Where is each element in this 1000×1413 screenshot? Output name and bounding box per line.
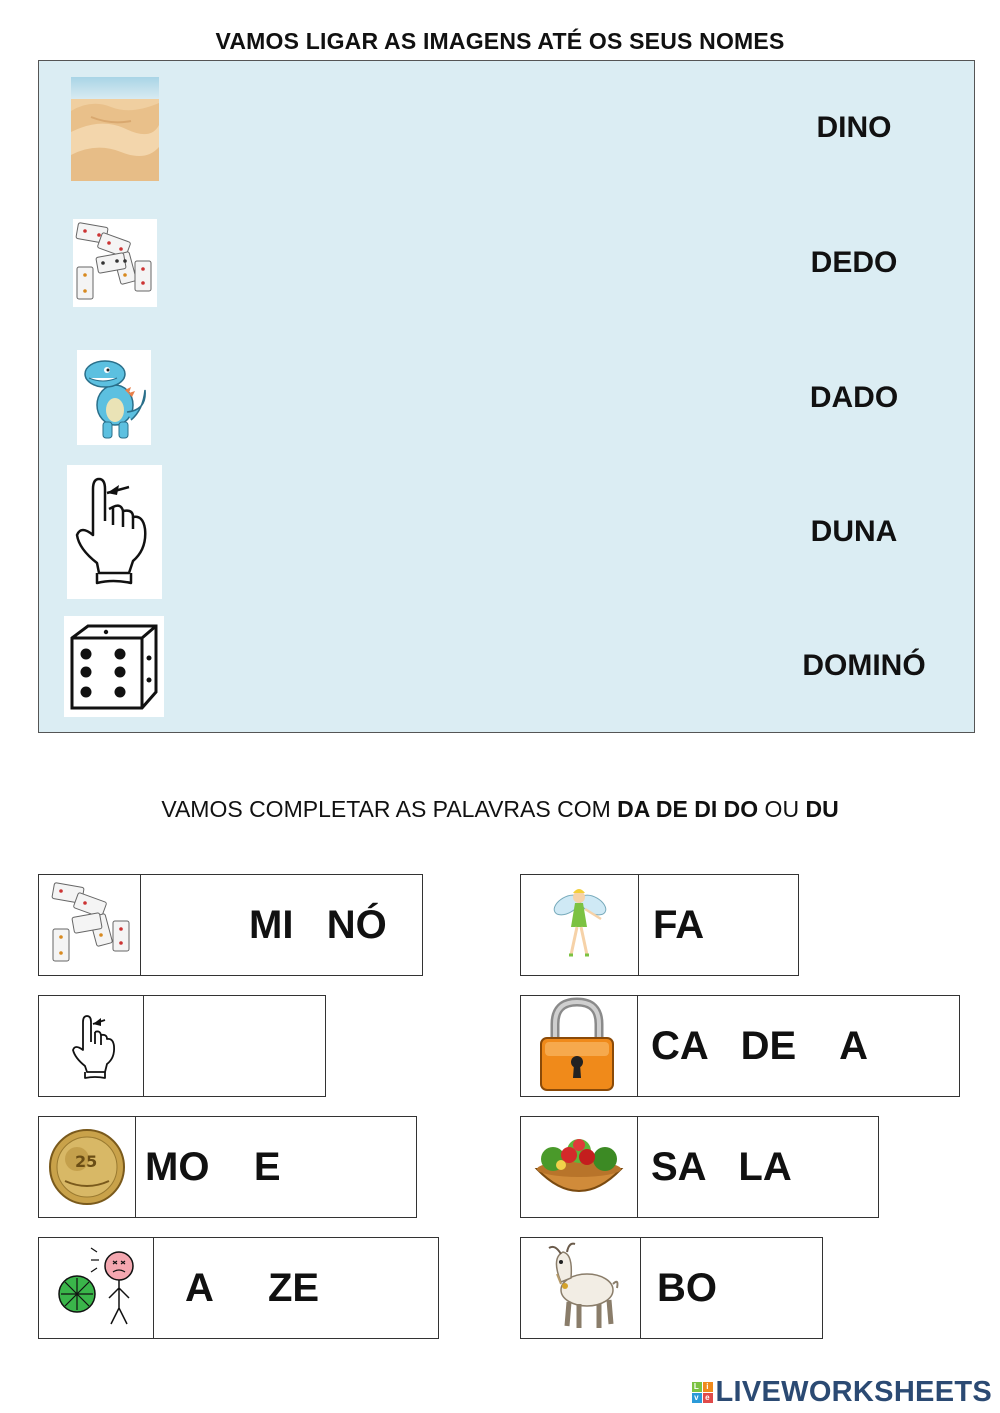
domino-icon <box>39 875 141 975</box>
word-fill-moeda[interactable]: MO E <box>145 1144 281 1189</box>
desert-image[interactable] <box>71 77 159 181</box>
card-padlock <box>520 995 960 1097</box>
card-fairy <box>520 874 799 976</box>
liveworksheets-logo <box>692 1376 993 1409</box>
card-salad <box>520 1116 879 1218</box>
word-fill-cadeado[interactable]: CA DE A <box>651 1023 869 1068</box>
logo-text: LIVEWORKSHEETS <box>715 1376 992 1408</box>
dice-image[interactable] <box>64 616 164 717</box>
card-dizzy <box>38 1237 439 1339</box>
coin-icon <box>39 1117 136 1217</box>
domino-image[interactable] <box>73 219 157 307</box>
card-goat <box>520 1237 823 1339</box>
word-dino[interactable]: DINO <box>816 111 892 144</box>
dinosaur-image[interactable] <box>77 350 151 445</box>
word-fill-fada[interactable]: FA <box>653 902 705 947</box>
completion-title: VAMOS COMPLETAR AS PALAVRAS COM DA DE DI DO OU DU <box>161 796 839 822</box>
padlock-icon <box>521 996 638 1096</box>
word-fill-azedo[interactable]: A ZE <box>185 1265 320 1310</box>
card-finger <box>38 995 326 1097</box>
finger-image[interactable] <box>67 465 162 599</box>
logo-mark-icon: L i v e <box>692 1382 713 1403</box>
word-dedo[interactable]: DEDO <box>810 246 898 279</box>
word-fill-salada[interactable]: SA LA <box>651 1144 792 1189</box>
card-domino <box>38 874 423 976</box>
matching-title: VAMOS LIGAR AS IMAGENS ATÉ OS SEUS NOMES <box>215 28 785 54</box>
goat-icon <box>521 1238 641 1338</box>
word-fill-bode[interactable]: BO <box>657 1265 717 1310</box>
dizzy-person-icon <box>39 1238 154 1338</box>
finger-icon <box>39 996 144 1096</box>
svg-text:25: 25 <box>75 1152 98 1171</box>
word-domino[interactable]: DOMINÓ <box>802 649 926 682</box>
matching-panel <box>38 60 975 733</box>
word-dado[interactable]: DADO <box>809 381 899 414</box>
card-coin <box>38 1116 417 1218</box>
salad-icon <box>521 1117 638 1217</box>
word-duna[interactable]: DUNA <box>810 515 898 548</box>
fairy-icon <box>521 875 639 975</box>
word-fill-mino[interactable]: MI NÓ <box>249 902 387 947</box>
